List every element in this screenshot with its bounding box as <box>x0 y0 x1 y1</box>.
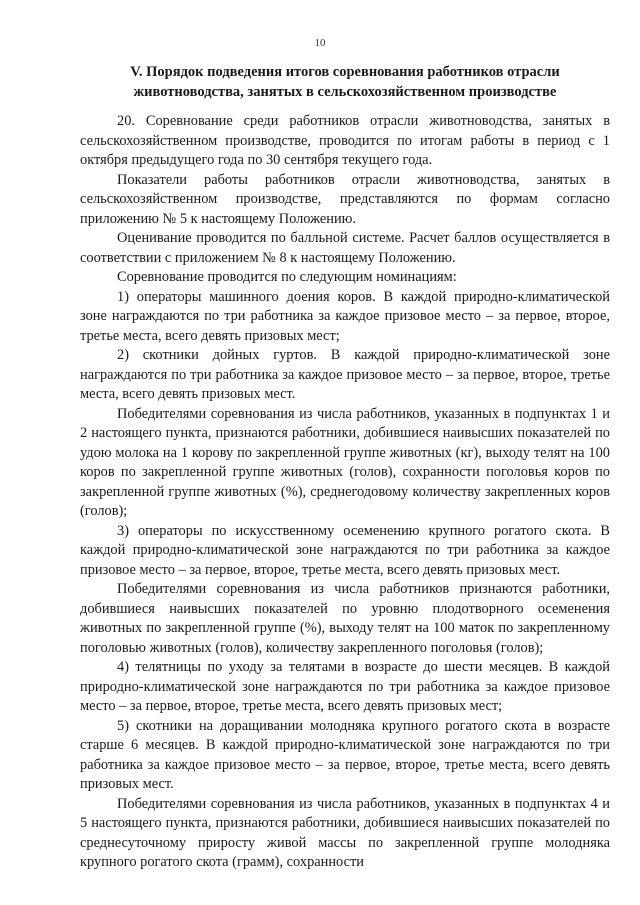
paragraph-indicators: Показатели работы работников отрасли животноводства, занятых в сельскохозяйственном производстве, представляются по формам согласно приложению № 5 к настоящему Положению. <box>80 171 610 227</box>
nomination-5: 5) скотники на доращивании молодняка крупного рогатого скота в возрасте старше 6 месяцев. В каждой природно-климатической зоне награждаются по три работника за каждое призовое место – за первое, второе, третье места, всего девять призовых мест. <box>80 717 610 792</box>
paragraph-item-20: 20. Соревнование среди работников отрасли животноводства, занятых в сельскохозяйственном производстве, проводится по итогам работы в период с 1 октября предыдущего года по 30 сентября текущего года. <box>80 113 610 168</box>
paragraph-scoring: Оценивание проводится по балльной системе. Расчет баллов осуществляется в соответствии с приложением № 8 к настоящему Положению. <box>80 230 610 266</box>
nomination-3: 3) операторы по искусственному осеменению крупного рогатого скота. В каждой природно-климатической зоне награждаются по три работника за каждое призовое место – за первое, второе, третье места, всего девять призовых мест. <box>80 522 610 578</box>
nomination-2: 2) скотники дойных гуртов. В каждой природно-климатической зоне награждаются по три работника за каждое призовое место – за первое, второе, третье места, всего девять призовых мест. <box>80 347 610 402</box>
winners-criteria-3: Победителями соревнования из числа работников признаются работники, добившиеся наивысших показателей по уровню плодотворного осеменения животных по закрепленной группе (%), выходу телят на 100 маток по закрепленному поголовью животных (голов), количеству закрепленного поголовья (голов); <box>80 581 610 656</box>
section-heading <box>80 62 610 102</box>
section-heading-line-2: животноводства, занятых в сельскохозяйственном производстве <box>133 84 557 100</box>
section-heading-line-1: V. Порядок подведения итогов соревнования работников отрасли <box>130 64 560 80</box>
page-number: 10 <box>314 37 326 49</box>
document-body <box>80 112 610 873</box>
paragraph-nominations-intro: Соревнование проводится по следующим номинациям: <box>117 269 457 285</box>
winners-criteria-4-5: Победителями соревнования из числа работников, указанных в подпунктах 4 и 5 настоящего пункта, признаются работники, добившиеся наивысших показателей по среднесуточному приросту живой массы по закрепленной группе молодняка крупного рогатого скота (грамм), сохранности <box>80 795 610 870</box>
winners-criteria-1-2: Победителями соревнования из числа работников, указанных в подпунктах 1 и 2 настоящего пункта, признаются работники, добившиеся наивысших показателей по удою молока на 1 корову по закрепленной группе животных (кг), выходу телят на 100 коров по закрепленной группе животных (голов), сохранности поголовья коров по закрепленной группе животных (%), среднегодовому количеству закрепленных коров (голов); <box>80 405 610 519</box>
nomination-4: 4) телятницы по уходу за телятами в возрасте до шести месяцев. В каждой природно-климатической зоне награждаются по три работника за каждое призовое место – за первое, второе, третье места, всего девять призовых мест; <box>80 659 610 714</box>
nomination-1: 1) операторы машинного доения коров. В каждой природно-климатической зоне награждаются по три работника за каждое призовое место – за первое, второе, третье места, всего девять призовых мест; <box>80 288 610 344</box>
